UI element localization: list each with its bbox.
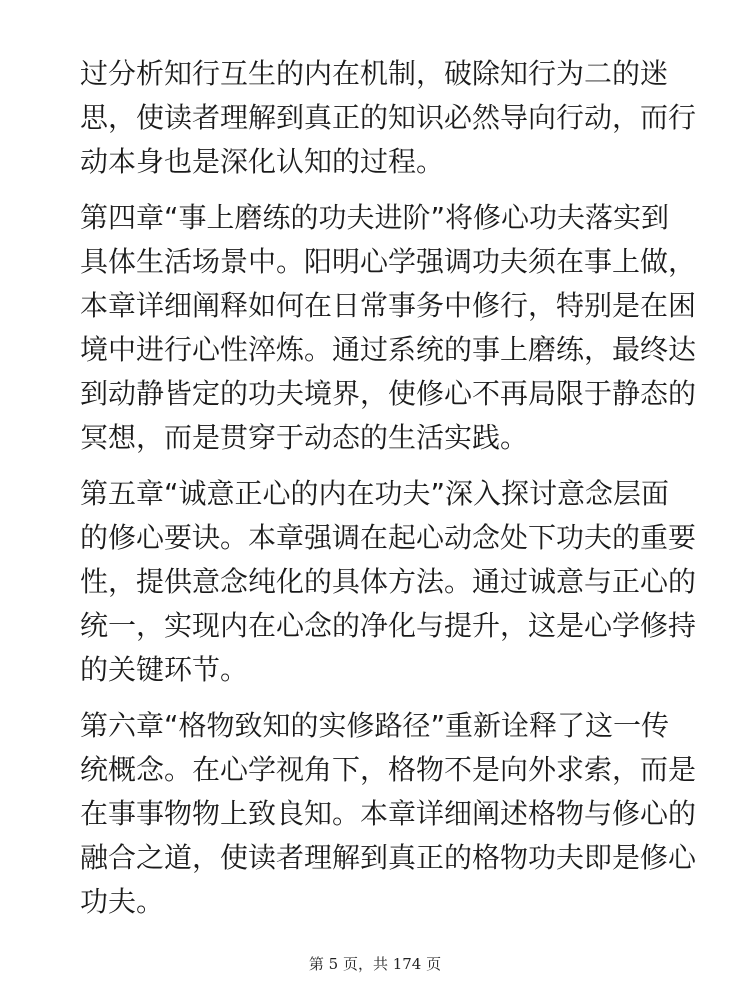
text-line: 的修心要诀。本章强调在起心动念处下功夫的重要: [80, 521, 697, 554]
text-line: 在事事物物上致良知。本章详细阐述格物与修心的: [80, 797, 697, 830]
text-line: 动本身也是深化认知的过程。: [80, 145, 445, 178]
text-line: 融合之道，使读者理解到真正的格物功夫即是修心: [80, 841, 697, 874]
text-line: 第四章“事上磨练的功夫进阶”将修心功夫落实到: [80, 201, 670, 234]
text-line: 统一，实现内在心念的净化与提升，这是心学修持: [80, 609, 697, 642]
text-line: 功夫。: [80, 885, 165, 918]
text-line: 过分析知行互生的内在机制，破除知行为二的迷: [80, 57, 669, 90]
document-body: [80, 52, 697, 924]
text-line: 冥想，而是贯穿于动态的生活实践。: [80, 421, 529, 454]
paragraph-1: [80, 52, 697, 184]
text-line: 第五章“诚意正心的内在功夫”深入探讨意念层面: [80, 477, 670, 510]
text-line: 统概念。在心学视角下，格物不是向外求索，而是: [80, 753, 697, 786]
text-line: 的关键环节。: [80, 653, 249, 686]
text-line: 到动静皆定的功夫境界，使修心不再局限于静态的: [80, 377, 697, 410]
paragraph-chapter-4: [80, 196, 697, 460]
text-line: 境中进行心性淬炼。通过系统的事上磨练，最终达: [80, 333, 697, 366]
paragraph-chapter-5: [80, 472, 697, 692]
text-line: 思，使读者理解到真正的知识必然导向行动，而行: [80, 101, 697, 134]
paragraph-chapter-6: [80, 704, 697, 924]
text-line: 本章详细阐释如何在日常事务中修行，特别是在困: [80, 289, 697, 322]
page-number: 第 5 页，共 174 页: [308, 955, 442, 973]
text-line: 具体生活场景中。阳明心学强调功夫须在事上做，: [80, 245, 697, 278]
text-line: 第六章“格物致知的实修路径”重新诠释了这一传: [80, 709, 670, 742]
text-line: 性，提供意念纯化的具体方法。通过诚意与正心的: [80, 565, 697, 598]
